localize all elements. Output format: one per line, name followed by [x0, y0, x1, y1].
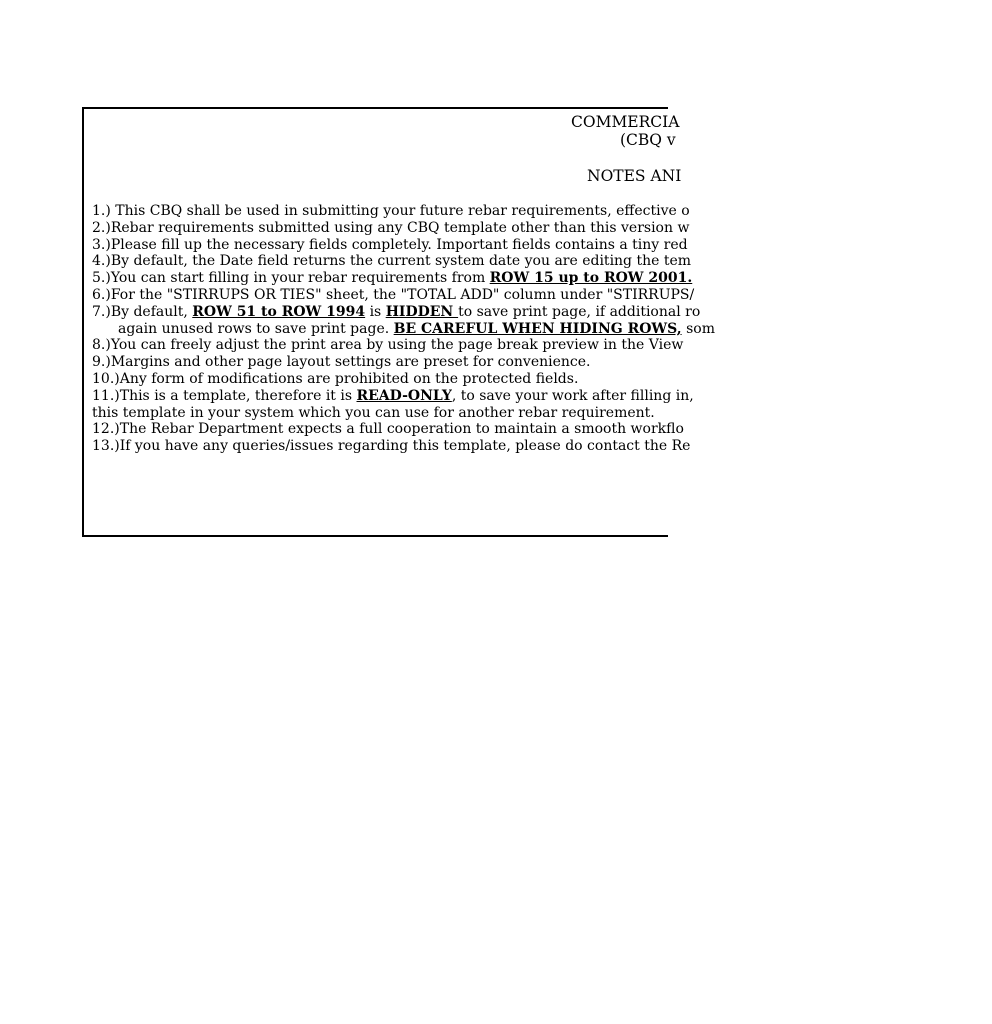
note-text: 11.)This is a template, therefore it is: [92, 387, 357, 404]
note-7-continued: [92, 321, 992, 338]
note-11: [92, 388, 992, 405]
note-11-continued: [92, 405, 992, 422]
note-text: 4.)By default, the Date field returns the current system date you are editing the tem: [92, 253, 692, 270]
note-text: again unused rows to save print page.: [118, 320, 394, 337]
note-1: [92, 203, 992, 220]
note-text: , to save your work after filling in,: [451, 387, 694, 404]
note-7: [92, 304, 992, 321]
note-text: to save print page, if additional ro: [458, 303, 701, 320]
notes-list: [92, 203, 992, 455]
note-text: 6.)For the "STIRRUPS OR TIES" sheet, the "TOTAL ADD" column under "STIRRUPS/: [92, 286, 695, 303]
note-3: [92, 237, 992, 254]
note-emphasis: READ-ONLY: [356, 387, 452, 404]
note-8: [92, 337, 992, 354]
note-text: 13.)If you have any queries/issues regarding this template, please do contact the Re: [92, 438, 691, 455]
note-10: [92, 371, 992, 388]
document-subtitle: (CBQ v: [620, 131, 676, 149]
note-12: [92, 421, 992, 438]
note-text: 7.)By default,: [92, 303, 193, 320]
note-text: som: [681, 320, 715, 337]
note-6: [92, 287, 992, 304]
document-title: COMMERCIA: [571, 113, 680, 131]
note-text: 10.)Any form of modifications are prohibited on the protected fields.: [92, 370, 579, 387]
notes-section-title: NOTES ANI: [587, 167, 682, 185]
note-text: 8.)You can freely adjust the print area by using the page break preview in the View: [92, 337, 684, 354]
note-text: 12.)The Rebar Department expects a full cooperation to maintain a smooth workflo: [92, 421, 684, 438]
note-emphasis: ROW 51 to ROW 1994: [192, 303, 366, 320]
notes-frame: [82, 107, 715, 537]
note-text: this template in your system which you can use for another rebar requirement.: [92, 404, 655, 421]
note-9: [92, 354, 992, 371]
note-text: 9.)Margins and other page layout settings are preset for convenience.: [92, 354, 591, 371]
note-emphasis: ROW 15 up to ROW 2001.: [489, 270, 693, 287]
note-4: [92, 253, 992, 270]
note-text: 5.)You can start filling in your rebar requirements from: [92, 270, 490, 287]
note-emphasis: HIDDEN: [385, 303, 459, 320]
note-text: 3.)Please fill up the necessary fields completely. Important fields contains a tiny red: [92, 236, 688, 253]
note-emphasis: BE CAREFUL WHEN HIDING ROWS,: [393, 320, 682, 337]
note-text: 1.) This CBQ shall be used in submitting your future rebar requirements, effective o: [92, 203, 690, 219]
note-13: [92, 438, 992, 455]
note-text: is: [365, 303, 386, 320]
note-text: 2.)Rebar requirements submitted using any CBQ template other than this version w: [92, 219, 690, 236]
note-2: [92, 220, 992, 237]
note-5: [92, 270, 992, 287]
